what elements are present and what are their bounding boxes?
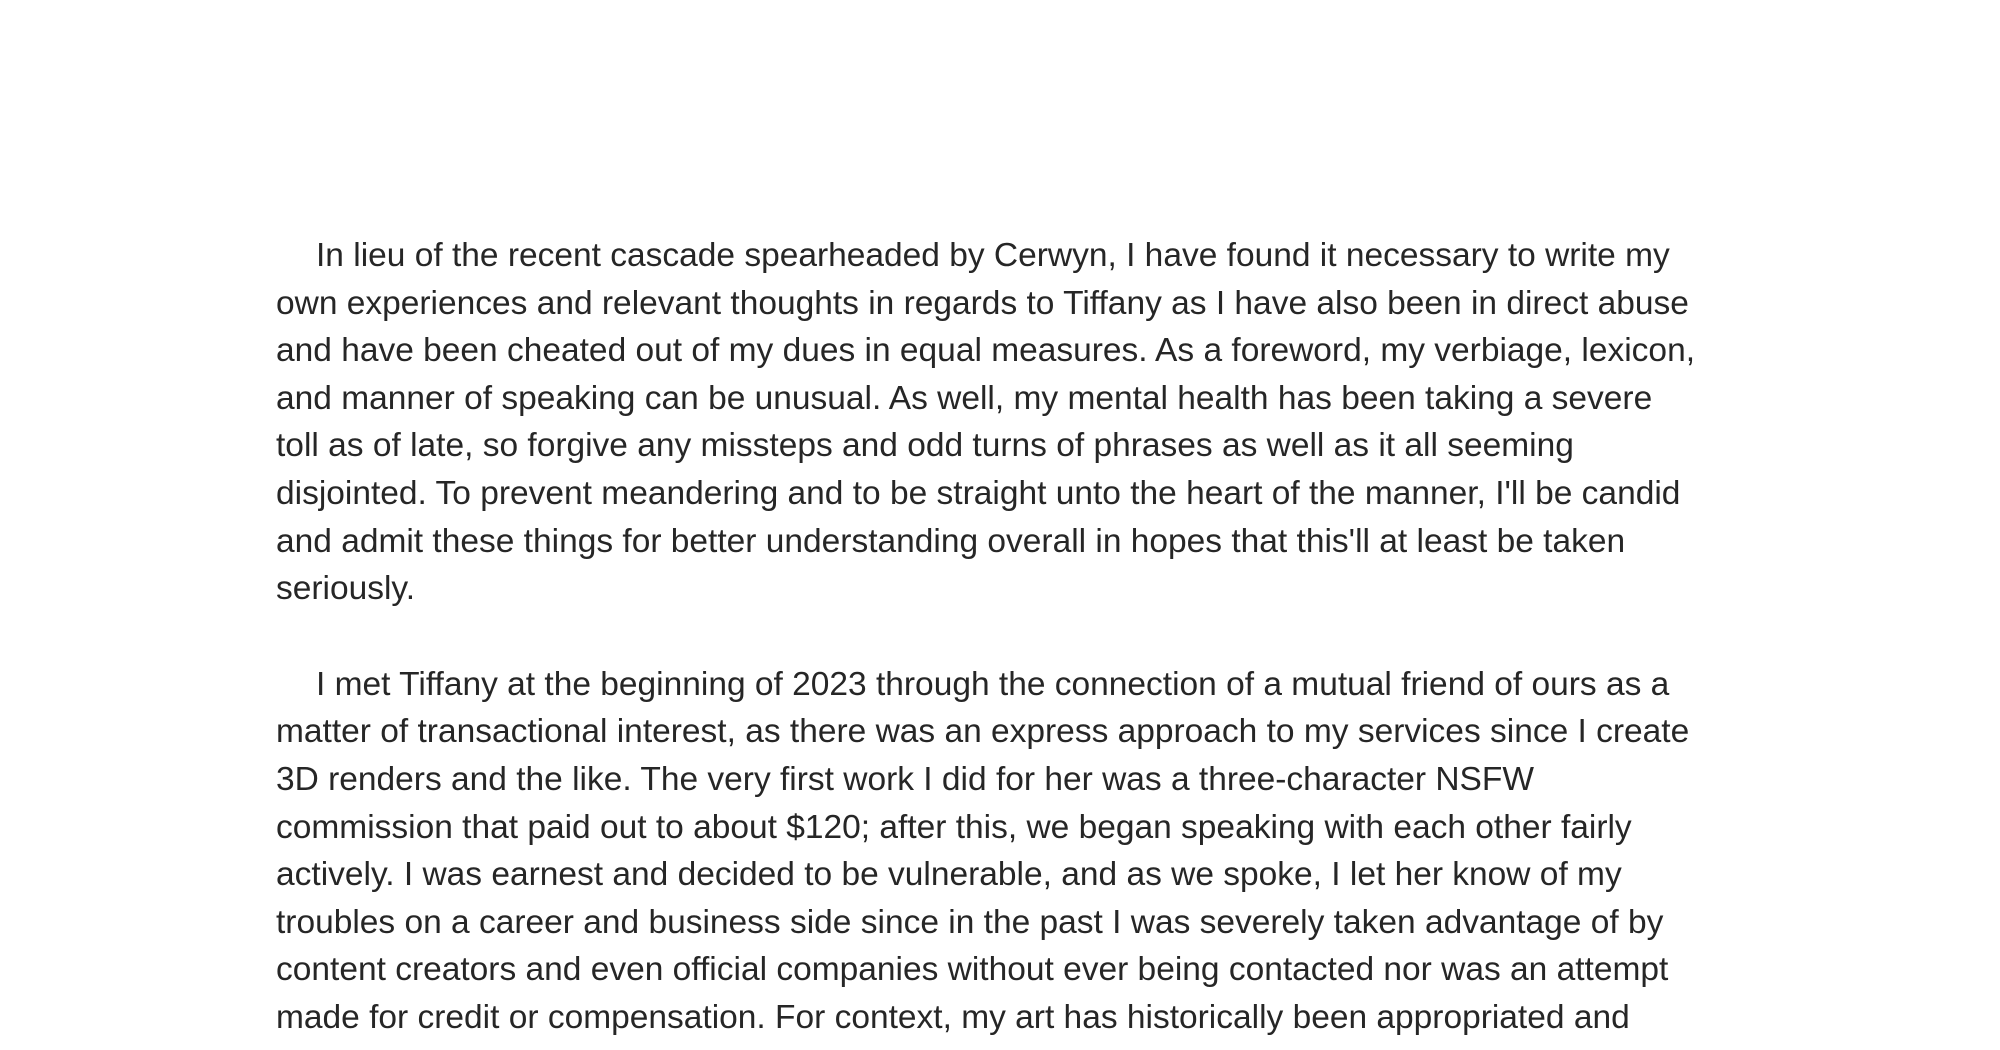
paragraph-2 bbox=[236, 661, 1768, 1042]
text-line: toll as of late, so forgive any missteps and odd turns of phrases as well as it all seeming bbox=[276, 427, 1574, 465]
text-line: and manner of speaking can be unusual. As well, my mental health has been taking a severe bbox=[276, 379, 1653, 417]
text-line: own experiences and relevant thoughts in regards to Tiffany as I have also been in direct abuse bbox=[276, 284, 1689, 322]
text-line: 3D renders and the like. The very first work I did for her was a three-character NSFW bbox=[276, 760, 1534, 798]
text-line: troubles on a career and business side since in the past I was severely taken advantage of by bbox=[276, 903, 1664, 941]
text-line: seriously. bbox=[276, 570, 416, 608]
text-line: and admit these things for better understanding overall in hopes that this'll at least be taken bbox=[276, 522, 1626, 560]
paragraph-1 bbox=[236, 232, 1768, 613]
text-line: content creators and even official companies without ever being contacted nor was an attempt bbox=[276, 951, 1669, 989]
text-line: I met Tiffany at the beginning of 2023 through the connection of a mutual friend of ours as a bbox=[316, 665, 1670, 703]
text-line: actively. I was earnest and decided to be vulnerable, and as we spoke, I let her know of my bbox=[276, 856, 1622, 894]
text-line: commission that paid out to about $120; after this, we began speaking with each other fairly bbox=[276, 808, 1632, 846]
text-line: In lieu of the recent cascade spearheaded by Cerwyn, I have found it necessary to write my bbox=[316, 237, 1670, 274]
text-line: disjointed. To prevent meandering and to be straight unto the heart of the manner, I'll be candid bbox=[276, 474, 1681, 512]
text-line: matter of transactional interest, as there was an express approach to my services since I create bbox=[276, 713, 1690, 751]
text-line: made for credit or compensation. For context, my art has historically been appropriated and bbox=[276, 998, 1630, 1036]
text-line: and have been cheated out of my dues in equal measures. As a foreword, my verbiage, lexicon, bbox=[276, 332, 1696, 370]
document-body bbox=[236, 232, 1768, 1050]
